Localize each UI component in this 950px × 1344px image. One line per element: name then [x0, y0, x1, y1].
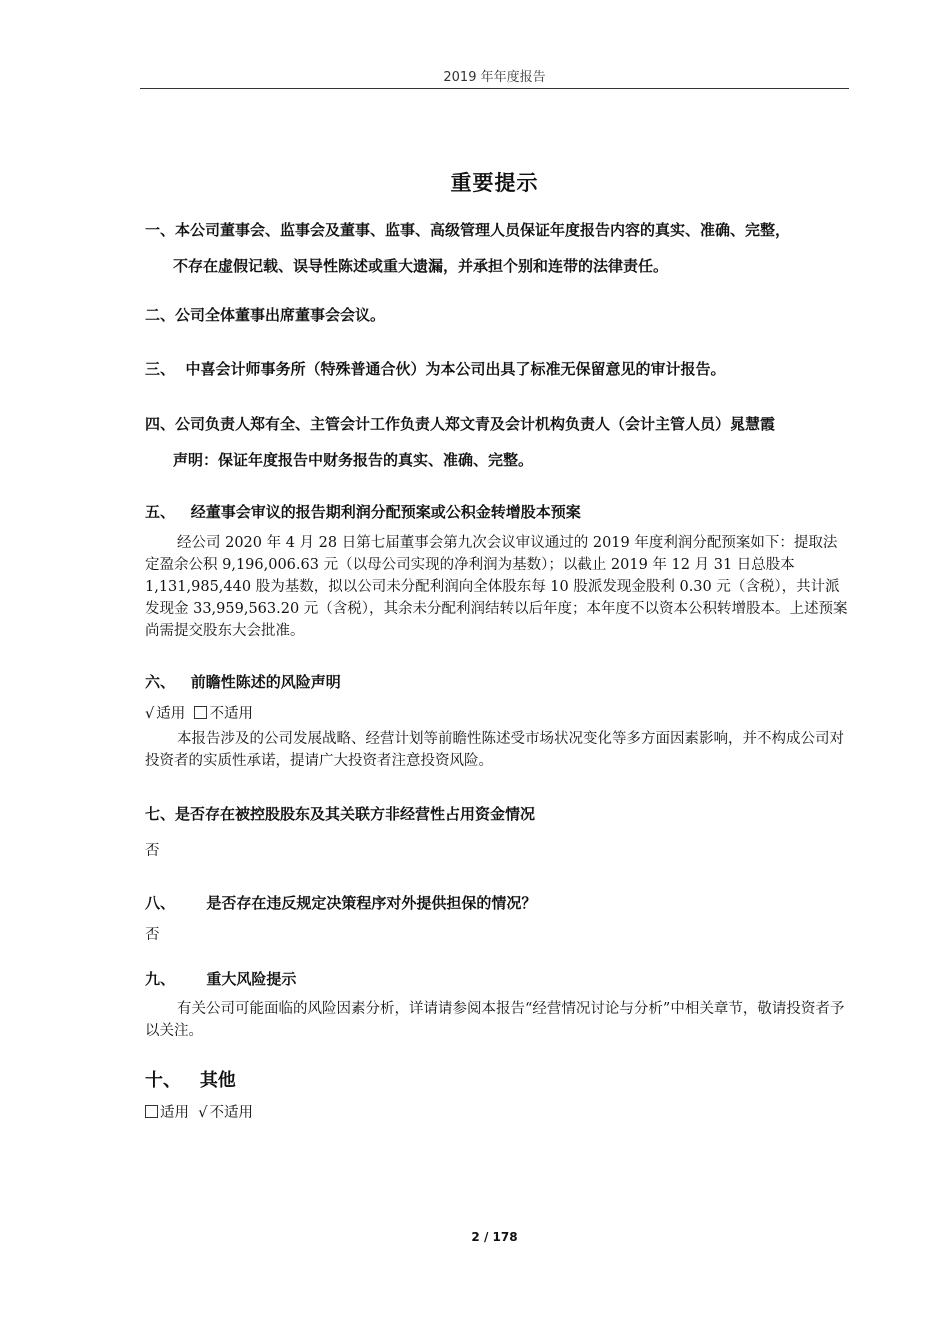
item-number: 三、 [145, 360, 176, 378]
item-text-line2: 不存在虚假记载、误导性陈述或重大遗漏，并承担个别和连带的法律责任。 [173, 257, 669, 275]
notice-item-2 [145, 297, 850, 333]
unchecked-box-icon [194, 706, 207, 719]
section-6-options [145, 703, 850, 725]
item-number: 二、 [145, 306, 176, 324]
notice-item-3 [145, 351, 850, 387]
section-number: 十、 [145, 1070, 181, 1091]
section-title: 前瞻性陈述的风险声明 [190, 673, 341, 691]
unchecked-box-icon [145, 1105, 158, 1118]
section-7-answer: 否 [145, 843, 160, 859]
section-9-heading [145, 968, 850, 989]
item-text-line1: 公司负责人郑有全、主管会计工作负责人郑文青及会计机构负责人（会计主管人员）晁慧霞 [175, 415, 776, 433]
page-number: 2 / 178 [471, 1230, 518, 1244]
section-number: 六、 [145, 673, 176, 691]
option-not-applicable: 不适用 [209, 1105, 253, 1121]
section-title: 经董事会审议的报告期利润分配预案或公积金转增股本预案 [190, 503, 581, 521]
option-applicable: 适用 [156, 706, 186, 722]
section-number: 五、 [145, 503, 176, 521]
option-not-applicable: 不适用 [209, 706, 253, 722]
section-7-heading [145, 803, 850, 824]
section-title: 其他 [199, 1070, 236, 1091]
section-6-body: 本报告涉及的公司发展战略、经营计划等前瞻性陈述受市场状况变化等多方面因素影响，并不构成公司对投资者的实质性承诺，提请广大投资者注意投资风险。 [145, 731, 844, 769]
section-5-heading [145, 501, 850, 522]
option-applicable: 适用 [160, 1105, 189, 1121]
running-header: 2019 年年度报告 [443, 70, 546, 85]
section-8-answer: 否 [145, 927, 160, 943]
checked-mark-icon: √ [145, 706, 155, 722]
section-title: 是否存在违反规定决策程序对外提供担保的情况？ [206, 894, 537, 912]
section-5-body: 经公司 2020 年 4 月 28 日第七届董事会第九次会议审议通过的 2019 年度利润分配预案如下：提取法定盈余公积 9,196,006.63 元（以母公司实现的净利润为基数）；以截止 2019 年 12 月 31 日总股本 1,131,985,440 股为基数，拟以公司未分配利润向全体股东每 10 股派发现金股利 0.30 元（含税），共计派发现金 33,959,563.20 元（含税），其余未分配利润结转以后年度；本年度不以资本公积转增股本。上述预案尚需提交股东大会批准。 [145, 535, 848, 639]
section-9-body: 有关公司可能面临的风险因素分析，详请请参阅本报告“经营情况讨论与分析”中相关章节，敬请投资者予以关注。 [145, 1001, 845, 1039]
section-number: 九、 [145, 970, 176, 988]
item-text-line1: 本公司董事会、监事会及董事、监事、高级管理人员保证年度报告内容的真实、准确、完整， [175, 221, 791, 239]
section-number: 八、 [145, 894, 176, 912]
section-10-heading [145, 1066, 850, 1092]
section-title: 是否存在被控股股东及其关联方非经营性占用资金情况 [175, 805, 536, 823]
page-title: 重要提示 [450, 171, 539, 195]
header-divider [140, 88, 849, 89]
section-6-heading [145, 671, 850, 692]
item-number: 一、 [145, 221, 176, 239]
section-10-options [145, 1102, 850, 1124]
section-number: 七、 [145, 805, 176, 823]
item-text: 中喜会计师事务所（特殊普通合伙）为本公司出具了标准无保留意见的审计报告。 [185, 360, 726, 378]
notice-item-1 [145, 212, 850, 284]
item-number: 四、 [145, 415, 176, 433]
item-text: 公司全体董事出席董事会会议。 [175, 306, 386, 324]
item-text-line2: 声明：保证年度报告中财务报告的真实、准确、完整。 [173, 451, 534, 469]
section-title: 重大风险提示 [206, 970, 297, 988]
checked-mark-icon: √ [198, 1105, 208, 1121]
notice-item-4 [145, 406, 850, 478]
section-8-heading [145, 892, 850, 913]
